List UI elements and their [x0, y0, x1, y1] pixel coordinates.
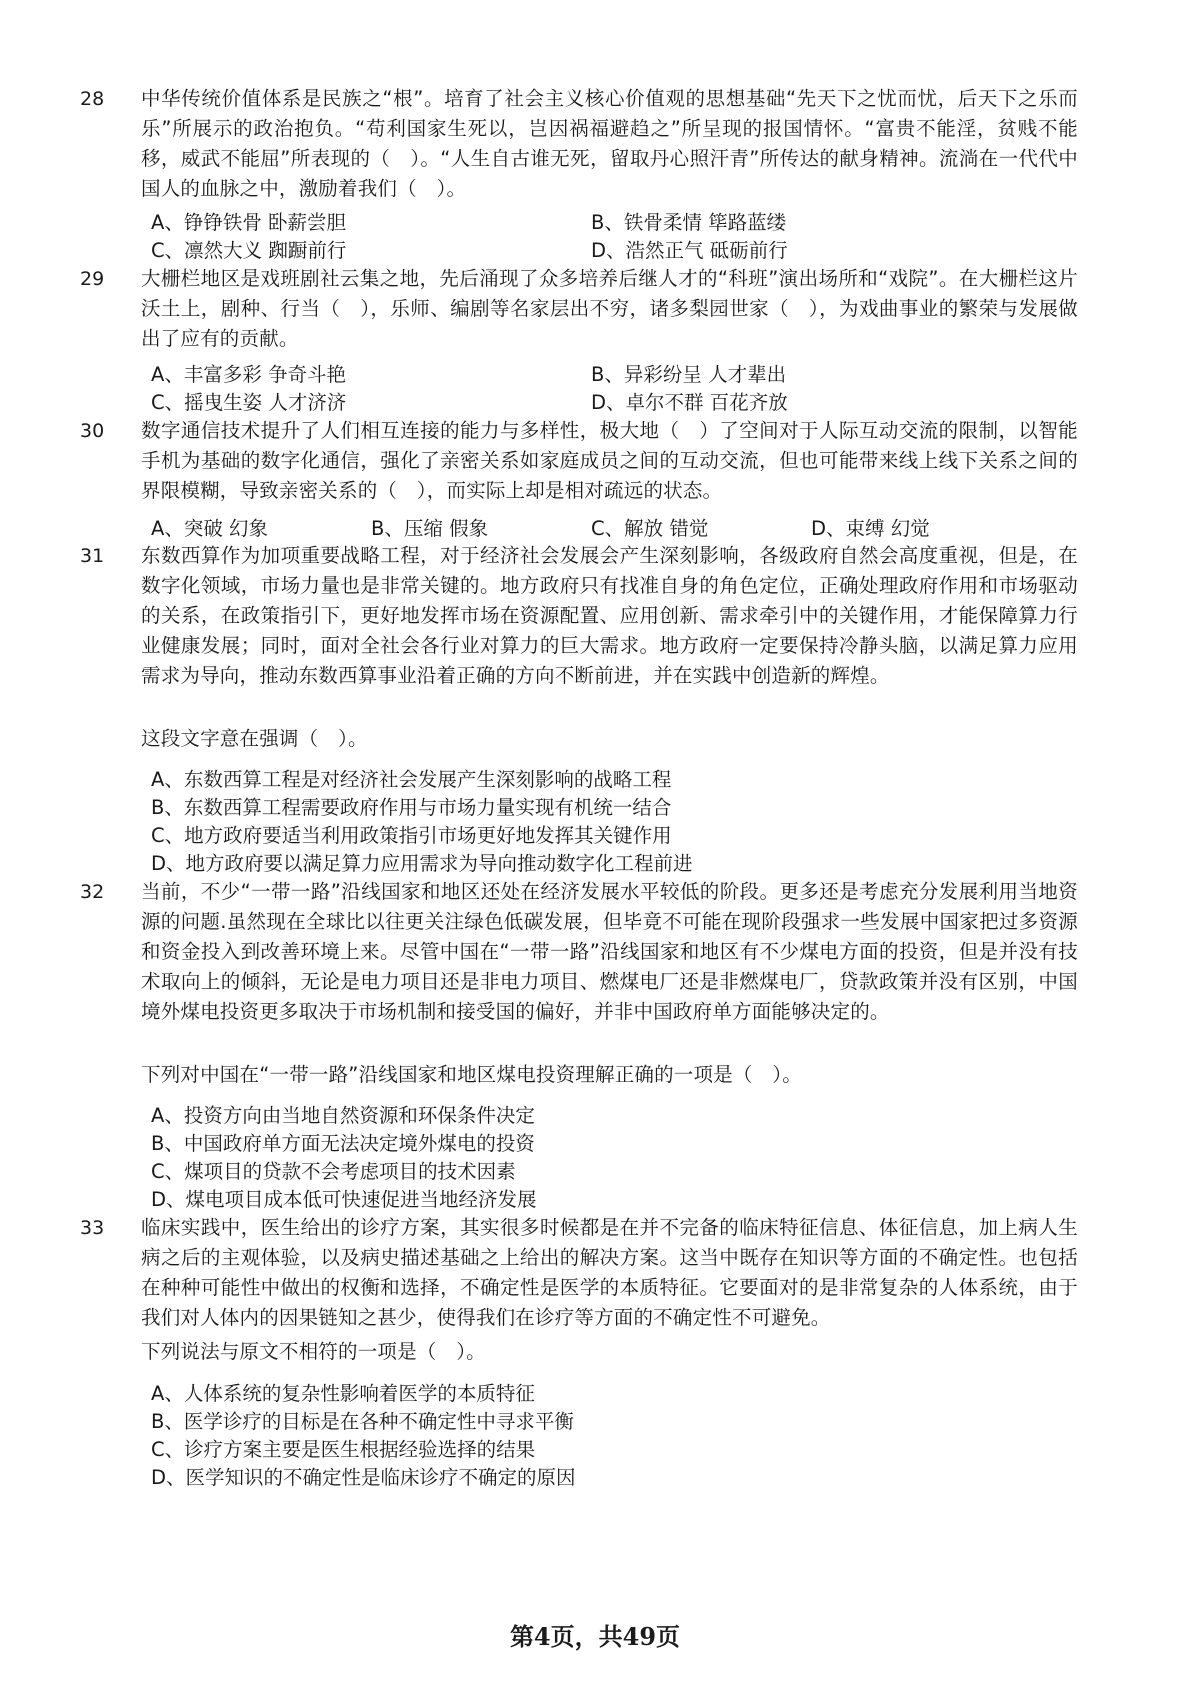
question-stem: 东数西算作为加项重要战略工程，对于经济社会发展会产生深刻影响，各级政府自然会高度重视，但是，在数字化领域，市场力量也是非常关键的。地方政府只有找准自身的角色定位，正确处理政府作用和市场驱动的关系，在政策指引下，更好地发挥市场在资源配置、应用创新、需求牵引中的关键作用，才能保障算力行业健康发展；同时，面对全社会各行业对算力的巨大需求。地方政府一定要保持冷静头脑，以满足算力应用需求为导向，推动东数西算事业沿着正确的方向不断前进，并在实践中创造新的辉煌。 — [141, 544, 1078, 687]
question-number: 32 — [80, 881, 105, 903]
option-c: C、解放 错觉 — [591, 517, 709, 540]
option-a: A、投资方向由当地自然资源和环保条件决定 — [151, 1104, 535, 1127]
question-stem: 数字通信技术提升了人们相互连接的能力与多样性，极大地（ ）了空间对于人际互动交流的限制，以智能手机为基础的数字化通信，强化了亲密关系如家庭成员之间的互动交流，但也可能带来线上线下关系之间的界限模糊，导致亲密关系的（ ），而实际上却是相对疏远的状态。 — [141, 419, 1078, 502]
option-a: A、人体系统的复杂性影响着医学的本质特征 — [151, 1382, 535, 1405]
question-stem: 中华传统价值体系是民族之“根”。培育了社会主义核心价值观的思想基础“先天下之忧而忧，后天下之乐而乐”所展示的政治抱负。“苟利国家生死以，岂因祸福避趋之”所呈现的报国情怀。“富贵不能淫，贫贱不能移，威武不能屈”所表现的（ ）。“人生自古谁无死，留取丹心照汗青”所传达的献身精神。流淌在一代代中国人的血脉之中，激励着我们（ ）。 — [141, 87, 1078, 200]
option-d: D、煤电项目成本低可快速促进当地经济发展 — [151, 1188, 537, 1211]
option-b: B、医学诊疗的目标是在各种不确定性中寻求平衡 — [151, 1410, 574, 1433]
question-stem: 当前，不少“一带一路”沿线国家和地区还处在经济发展水平较低的阶段。更多还是考虑充分发展利用当地资源的问题.虽然现在全球比以往更关注绿色低碳发展，但毕竟不可能在现阶段强求一些发展中国家把过多资源和资金投入到改善环境上来。尽管中国在“一带一路”沿线国家和地区有不少煤电方面的投资，但是并没有技术取向上的倾斜，无论是电力项目还是非电力项目、燃煤电厂还是非燃煤电厂，贷款政策并没有区别，中国境外煤电投资更多取决于市场机制和接受国的偏好，并非中国政府单方面能够决定的。 — [141, 880, 1078, 1023]
option-a: A、突破 幻象 — [151, 517, 269, 540]
option-c: C、凛然大义 踟蹰前行 — [151, 239, 347, 262]
question-stem: 大栅栏地区是戏班剧社云集之地，先后涌现了众多培养后继人才的“科班”演出场所和“戏院”。在大栅栏这片沃土上，剧种、行当（ ），乐师、编剧等名家层出不穷，诸多梨园世家（ ），为戏曲事业的繁荣与发展做出了应有的贡献。 — [141, 267, 1078, 350]
option-d: D、地方政府要以满足算力应用需求为导向推动数字化工程前进 — [151, 852, 693, 875]
option-c: C、煤项目的贷款不会考虑项目的技术因素 — [151, 1160, 516, 1183]
option-a: A、铮铮铁骨 卧薪尝胆 — [151, 211, 347, 234]
option-b: B、异彩纷呈 人才辈出 — [591, 363, 787, 386]
option-c: C、摇曳生姿 人才济济 — [151, 391, 347, 414]
option-d: D、浩然正气 砥砺前行 — [591, 239, 788, 262]
question-number: 28 — [80, 88, 105, 110]
option-a: A、东数西算工程是对经济社会发展产生深刻影响的战略工程 — [151, 768, 672, 791]
option-c: C、诊疗方案主要是医生根据经验选择的结果 — [151, 1438, 536, 1461]
question-stem: 临床实践中，医生给出的诊疗方案，其实很多时候都是在并不完备的临床特征信息、体征信息，加上病人生病之后的主观体验，以及病史描述基础之上给出的解决方案。这当中既存在知识等方面的不确定性。也包括在种种可能性中做出的权衡和选择，不确定性是医学的本质特征。它要面对的是非常复杂的人体系统，由于我们对人体内的因果链知之甚少，使得我们在诊疗等方面的不确定性不可避免。 — [141, 1216, 1078, 1329]
question-number: 33 — [80, 1217, 105, 1239]
option-c: C、地方政府要适当利用政策指引市场更好地发挥其关键作用 — [151, 824, 672, 847]
option-b: B、压缩 假象 — [371, 517, 489, 540]
option-d: D、束缚 幻觉 — [811, 517, 930, 540]
option-b: B、铁骨柔情 筚路蓝缕 — [591, 211, 787, 234]
question-number: 31 — [80, 545, 105, 567]
question-prompt: 这段文字意在强调（ ）。 — [141, 727, 368, 750]
option-d: D、卓尔不群 百花齐放 — [591, 391, 788, 414]
question-prompt: 下列说法与原文不相符的一项是（ ）。 — [141, 1340, 486, 1363]
question-number: 30 — [80, 420, 105, 442]
page-footer: 第4页，共49页 — [509, 1622, 681, 1651]
option-b: B、东数西算工程需要政府作用与市场力量实现有机统一结合 — [151, 796, 672, 819]
question-prompt: 下列对中国在“一带一路”沿线国家和地区煤电投资理解正确的一项是（ ）。 — [141, 1063, 802, 1086]
option-d: D、医学知识的不确定性是临床诊疗不确定的原因 — [151, 1466, 576, 1489]
option-a: A、丰富多彩 争奇斗艳 — [151, 363, 347, 386]
question-number: 29 — [80, 268, 105, 290]
option-b: B、中国政府单方面无法决定境外煤电的投资 — [151, 1132, 535, 1155]
